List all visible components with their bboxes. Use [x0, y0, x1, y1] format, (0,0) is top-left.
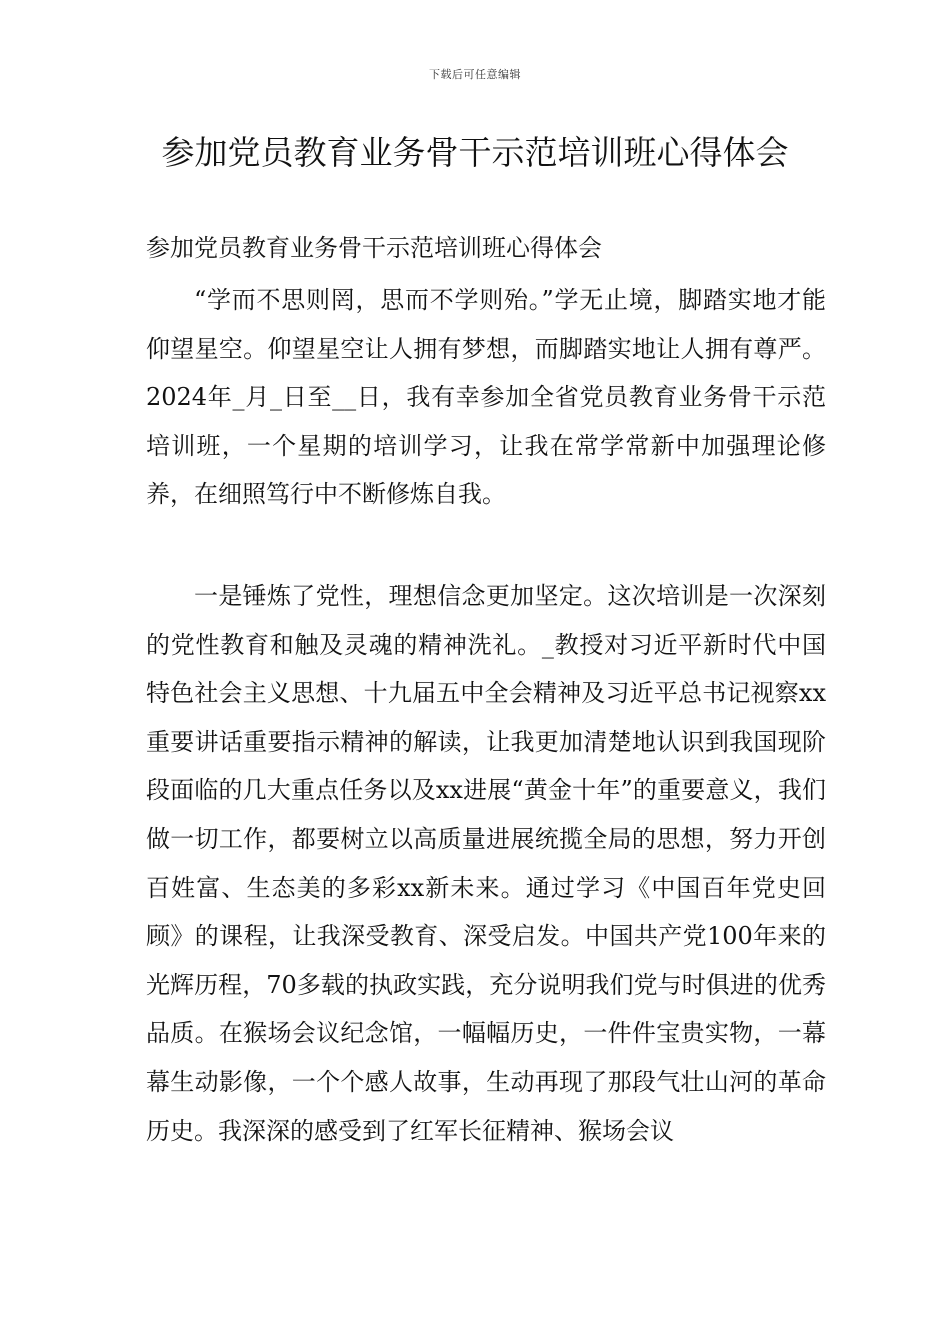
document-title: 参加党员教育业务骨干示范培训班心得体会 [161, 133, 789, 172]
body-paragraph-2: 一是锤炼了党性，理想信念更加坚定。这次培训是一次深刻的党性教育和触及灵魂的精神洗礼。_教授对习近平新时代中国特色社会主义思想、十九届五中全会精神及习近平总书记视察xx重要讲话重要指示精神的解读，让我更加清楚地认识到我国现阶段面临的几大重点任务以及xx进展“黄金十年”的重要意义，我们做一切工作，都要树立以高质量进展统揽全局的思想，努力开创百姓富、生态美的多彩xx新未来。通过学习《中国百年党史回顾》的课程，让我深受教育、深受启发。中国共产党100年来的光辉历程，70多载的执政实践，充分说明我们党与时俱进的优秀品质。在猴场会议纪念馆，一幅幅历史，一件件宝贵实物，一幕幕生动影像，一个个感人故事，生动再现了那段气壮山河的革命历史。我深深的感受到了红军长征精神、猴场会议 [146, 582, 826, 1145]
header-note: 下载后可任意编辑 [429, 68, 521, 81]
document-subtitle: 参加党员教育业务骨干示范培训班心得体会 [146, 234, 602, 262]
body-paragraph-1: “学而不思则罔，思而不学则殆。”学无止境，脚踏实地才能仰望星空。仰望星空让人拥有梦想，而脚踏实地让人拥有尊严。2024年_月_日至__日，我有幸参加全省党员教育业务骨干示范培训班，一个星期的培训学习，让我在常学常新中加强理论修养，在细照笃行中不断修炼自我。 [146, 286, 826, 509]
